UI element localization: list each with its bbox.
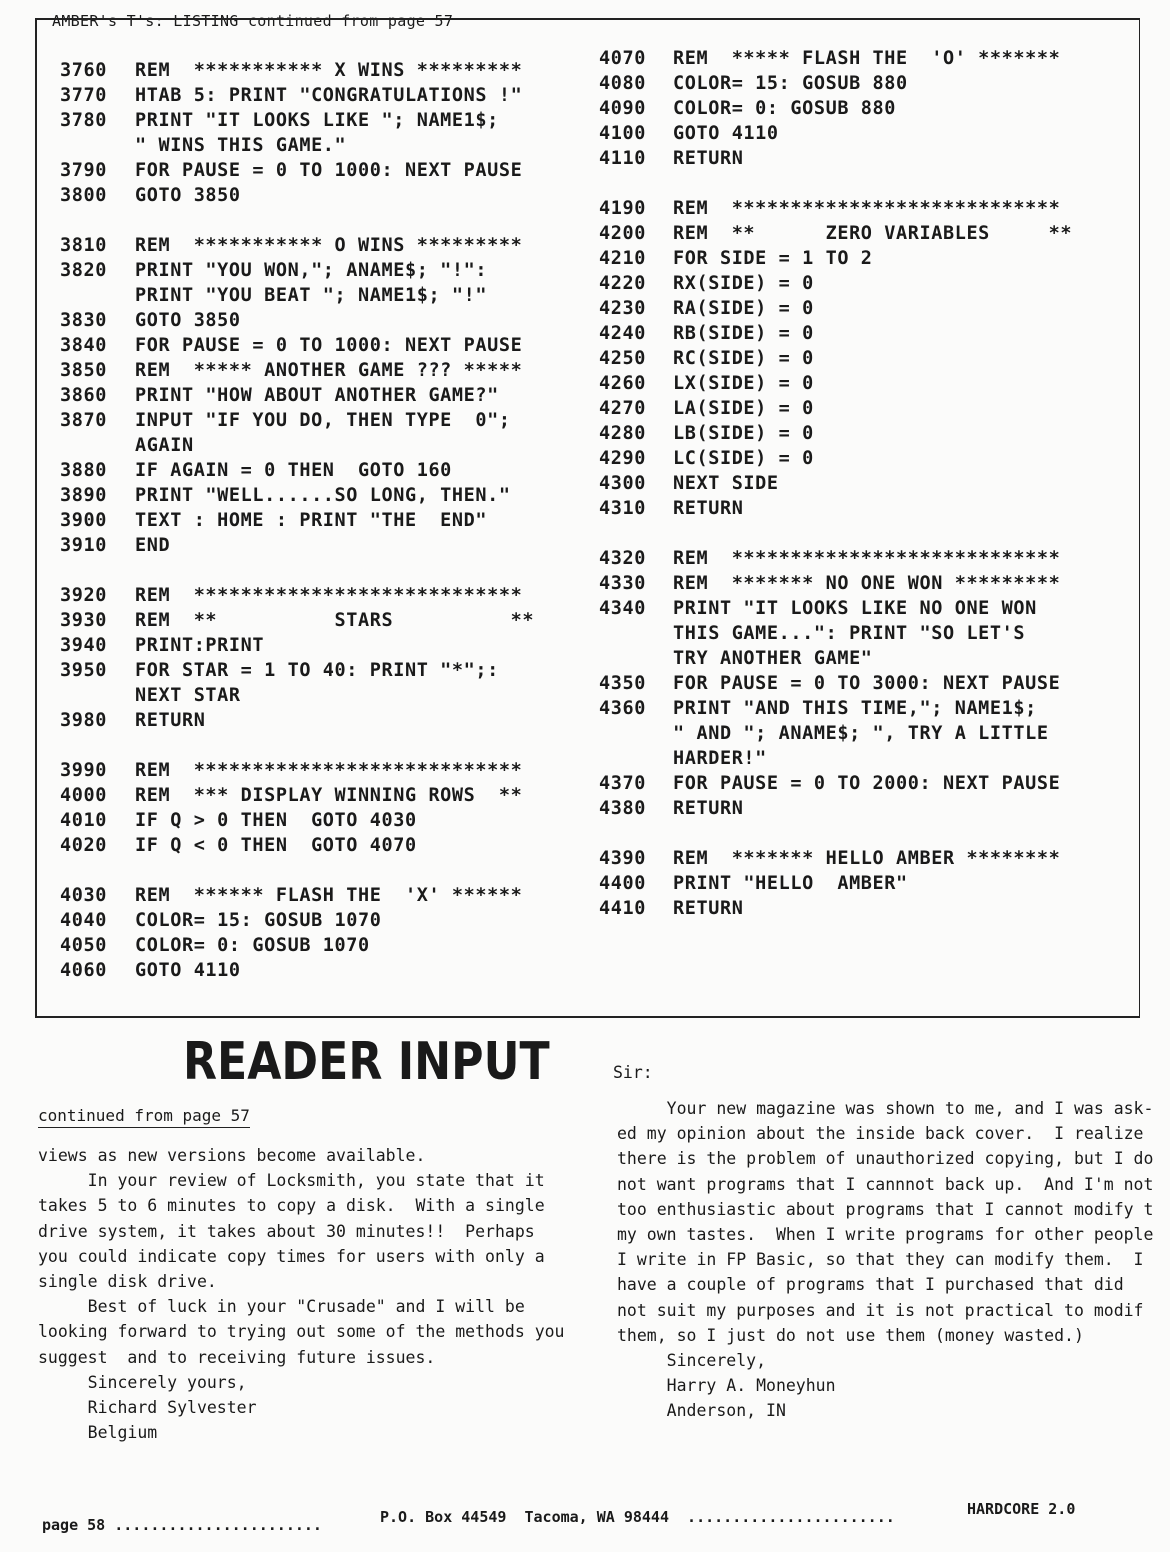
line-number: 4360	[599, 698, 646, 719]
line-number: 4190	[599, 198, 646, 219]
listing-header: AMBER's T's: LISTING continued from page 57	[52, 12, 454, 30]
line-number: 3910	[60, 535, 107, 556]
code-text: FOR PAUSE = 0 TO 2000: NEXT PAUSE	[673, 773, 1061, 794]
line-number: 3990	[60, 760, 107, 781]
line-number: 3830	[60, 310, 107, 331]
letter-salutation: Sir:	[613, 1063, 653, 1082]
code-text: GOTO 4110	[135, 960, 241, 981]
line-number: 4100	[599, 123, 646, 144]
line-number: 4210	[599, 248, 646, 269]
code-text: FOR PAUSE = 0 TO 1000: NEXT PAUSE	[135, 160, 523, 181]
code-text: COLOR= 15: GOSUB 1070	[135, 910, 382, 931]
code-text: LC(SIDE) = 0	[673, 448, 814, 469]
line-number: 4090	[599, 98, 646, 119]
code-text: GOTO 4110	[673, 123, 779, 144]
code-text: INPUT "IF YOU DO, THEN TYPE 0";	[135, 410, 511, 431]
line-number: 4060	[60, 960, 107, 981]
code-text: PRINT "IT LOOKS LIKE "; NAME1$;	[135, 110, 499, 131]
code-text: COLOR= 15: GOSUB 880	[673, 73, 908, 94]
line-number: 4260	[599, 373, 646, 394]
line-number: 4350	[599, 673, 646, 694]
code-text: REM ******* HELLO AMBER ********	[673, 848, 1061, 869]
line-number: 4280	[599, 423, 646, 444]
line-number: 4230	[599, 298, 646, 319]
line-number: 3890	[60, 485, 107, 506]
code-text: PRINT "YOU BEAT "; NAME1$; "!"	[135, 285, 488, 306]
line-number: 4030	[60, 885, 107, 906]
line-number: 3820	[60, 260, 107, 281]
line-number: 4250	[599, 348, 646, 369]
code-text: COLOR= 0: GOSUB 1070	[135, 935, 370, 956]
footer-page: page 58 .......................	[42, 1516, 322, 1534]
continued-note: continued from page 57	[38, 1106, 250, 1128]
code-text: FOR PAUSE = 0 TO 1000: NEXT PAUSE	[135, 335, 523, 356]
line-number: 4020	[60, 835, 107, 856]
code-text: PRINT "HOW ABOUT ANOTHER GAME?"	[135, 385, 499, 406]
code-text: FOR PAUSE = 0 TO 3000: NEXT PAUSE	[673, 673, 1061, 694]
line-number: 3930	[60, 610, 107, 631]
section-title: READER INPUT	[183, 1032, 550, 1092]
line-number: 4220	[599, 273, 646, 294]
line-number: 3840	[60, 335, 107, 356]
line-number: 4380	[599, 798, 646, 819]
line-number: 4050	[60, 935, 107, 956]
code-text: REM ** ZERO VARIABLES **	[673, 223, 1073, 244]
code-text: PRINT "IT LOOKS LIKE NO ONE WON	[673, 598, 1037, 619]
code-text: IF Q < 0 THEN GOTO 4070	[135, 835, 417, 856]
line-number: 4070	[599, 48, 646, 69]
code-text: LX(SIDE) = 0	[673, 373, 814, 394]
line-number: 4080	[599, 73, 646, 94]
line-number: 4040	[60, 910, 107, 931]
code-text: PRINT "AND THIS TIME,"; NAME1$;	[673, 698, 1037, 719]
code-text: IF Q > 0 THEN GOTO 4030	[135, 810, 417, 831]
code-text: RETURN	[673, 898, 744, 919]
code-text: REM *** DISPLAY WINNING ROWS **	[135, 785, 523, 806]
code-text: FOR SIDE = 1 TO 2	[673, 248, 873, 269]
footer-issue: HARDCORE 2.0	[967, 1500, 1076, 1518]
code-text: REM ****************************	[135, 760, 523, 781]
line-number: 4240	[599, 323, 646, 344]
letter-left: views as new versions become available. In your review of Locksmith, you state that it takes 5 to 6 minutes to copy a disk. With a single drive system, it takes about 30 minutes!! Perhaps you could indicate copy times for users with only a single disk drive. Best of luck in your "Crusade" and I will be looking forward to trying out some of the methods you suggest and to receiving future issues. Sincerely yours, Richard Sylvester Belgium	[38, 1146, 565, 1443]
code-text: NEXT STAR	[135, 685, 241, 706]
letter-right: Your new magazine was shown to me, and I was ask- ed my opinion about the inside back cover. I realize there is the problem of unauthorized copying, but I do not want programs that I cannnot back up. And I'm not too enthusiastic about programs that I cannot modify t my own tastes. When I write programs for other people I write in FP Basic, so that they can modify them. I have a couple of programs that I purchased that did not suit my purposes and it is not practical to modif them, so I just do not use them (money wasted.) Sincerely, Harry A. Moneyhun Anderson, IN	[617, 1099, 1154, 1421]
code-text: RETURN	[673, 148, 744, 169]
line-number: 4010	[60, 810, 107, 831]
code-text: IF AGAIN = 0 THEN GOTO 160	[135, 460, 452, 481]
line-number: 4300	[599, 473, 646, 494]
code-text: REM ******* NO ONE WON *********	[673, 573, 1061, 594]
code-text: REM *********** O WINS *********	[135, 235, 523, 256]
line-number: 4340	[599, 598, 646, 619]
line-number: 4110	[599, 148, 646, 169]
line-number: 3760	[60, 60, 107, 81]
line-number: 4200	[599, 223, 646, 244]
code-text: LB(SIDE) = 0	[673, 423, 814, 444]
code-text: END	[135, 535, 171, 556]
code-text: RETURN	[135, 710, 206, 731]
line-number: 4330	[599, 573, 646, 594]
code-text: RETURN	[673, 798, 744, 819]
code-text: HTAB 5: PRINT "CONGRATULATIONS !"	[135, 85, 523, 106]
code-text: REM ***** FLASH THE 'O' *******	[673, 48, 1061, 69]
code-text: TRY ANOTHER GAME"	[673, 648, 873, 669]
code-text: PRINT "YOU WON,"; ANAME$; "!":	[135, 260, 488, 281]
code-text: REM *********** X WINS *********	[135, 60, 523, 81]
code-text: HARDER!"	[673, 748, 767, 769]
code-text: PRINT:PRINT	[135, 635, 265, 656]
code-text: LA(SIDE) = 0	[673, 398, 814, 419]
footer-address: P.O. Box 44549 Tacoma, WA 98444 .......................	[380, 1508, 895, 1526]
code-text: RA(SIDE) = 0	[673, 298, 814, 319]
code-text: COLOR= 0: GOSUB 880	[673, 98, 897, 119]
line-number: 3790	[60, 160, 107, 181]
code-text: PRINT "HELLO AMBER"	[673, 873, 908, 894]
line-number: 3810	[60, 235, 107, 256]
code-text: NEXT SIDE	[673, 473, 779, 494]
code-text: REM ****************************	[673, 198, 1061, 219]
line-number: 4290	[599, 448, 646, 469]
code-text: REM ** STARS **	[135, 610, 535, 631]
code-text: PRINT "WELL......SO LONG, THEN."	[135, 485, 511, 506]
code-text: RETURN	[673, 498, 744, 519]
code-text: RX(SIDE) = 0	[673, 273, 814, 294]
line-number: 3940	[60, 635, 107, 656]
code-text: TEXT : HOME : PRINT "THE END"	[135, 510, 488, 531]
line-number: 3980	[60, 710, 107, 731]
line-number: 4310	[599, 498, 646, 519]
line-number: 3920	[60, 585, 107, 606]
code-text: THIS GAME...": PRINT "SO LET'S	[673, 623, 1026, 644]
line-number: 3850	[60, 360, 107, 381]
code-text: " AND "; ANAME$; ", TRY A LITTLE	[673, 723, 1049, 744]
code-text: GOTO 3850	[135, 185, 241, 206]
line-number: 4270	[599, 398, 646, 419]
code-text: GOTO 3850	[135, 310, 241, 331]
code-text: " WINS THIS GAME."	[135, 135, 347, 156]
code-text: AGAIN	[135, 435, 194, 456]
line-number: 4370	[599, 773, 646, 794]
line-number: 3780	[60, 110, 107, 131]
code-text: FOR STAR = 1 TO 40: PRINT "*";:	[135, 660, 499, 681]
line-number: 3800	[60, 185, 107, 206]
line-number: 4410	[599, 898, 646, 919]
line-number: 3860	[60, 385, 107, 406]
code-text: REM ****** FLASH THE 'X' ******	[135, 885, 523, 906]
line-number: 3880	[60, 460, 107, 481]
line-number: 3950	[60, 660, 107, 681]
line-number: 4400	[599, 873, 646, 894]
code-text: REM ****************************	[673, 548, 1061, 569]
code-text: REM ***** ANOTHER GAME ??? *****	[135, 360, 523, 381]
line-number: 3770	[60, 85, 107, 106]
code-text: RC(SIDE) = 0	[673, 348, 814, 369]
line-number: 4390	[599, 848, 646, 869]
line-number: 3900	[60, 510, 107, 531]
code-text: RB(SIDE) = 0	[673, 323, 814, 344]
line-number: 4000	[60, 785, 107, 806]
line-number: 4320	[599, 548, 646, 569]
code-text: REM ****************************	[135, 585, 523, 606]
line-number: 3870	[60, 410, 107, 431]
